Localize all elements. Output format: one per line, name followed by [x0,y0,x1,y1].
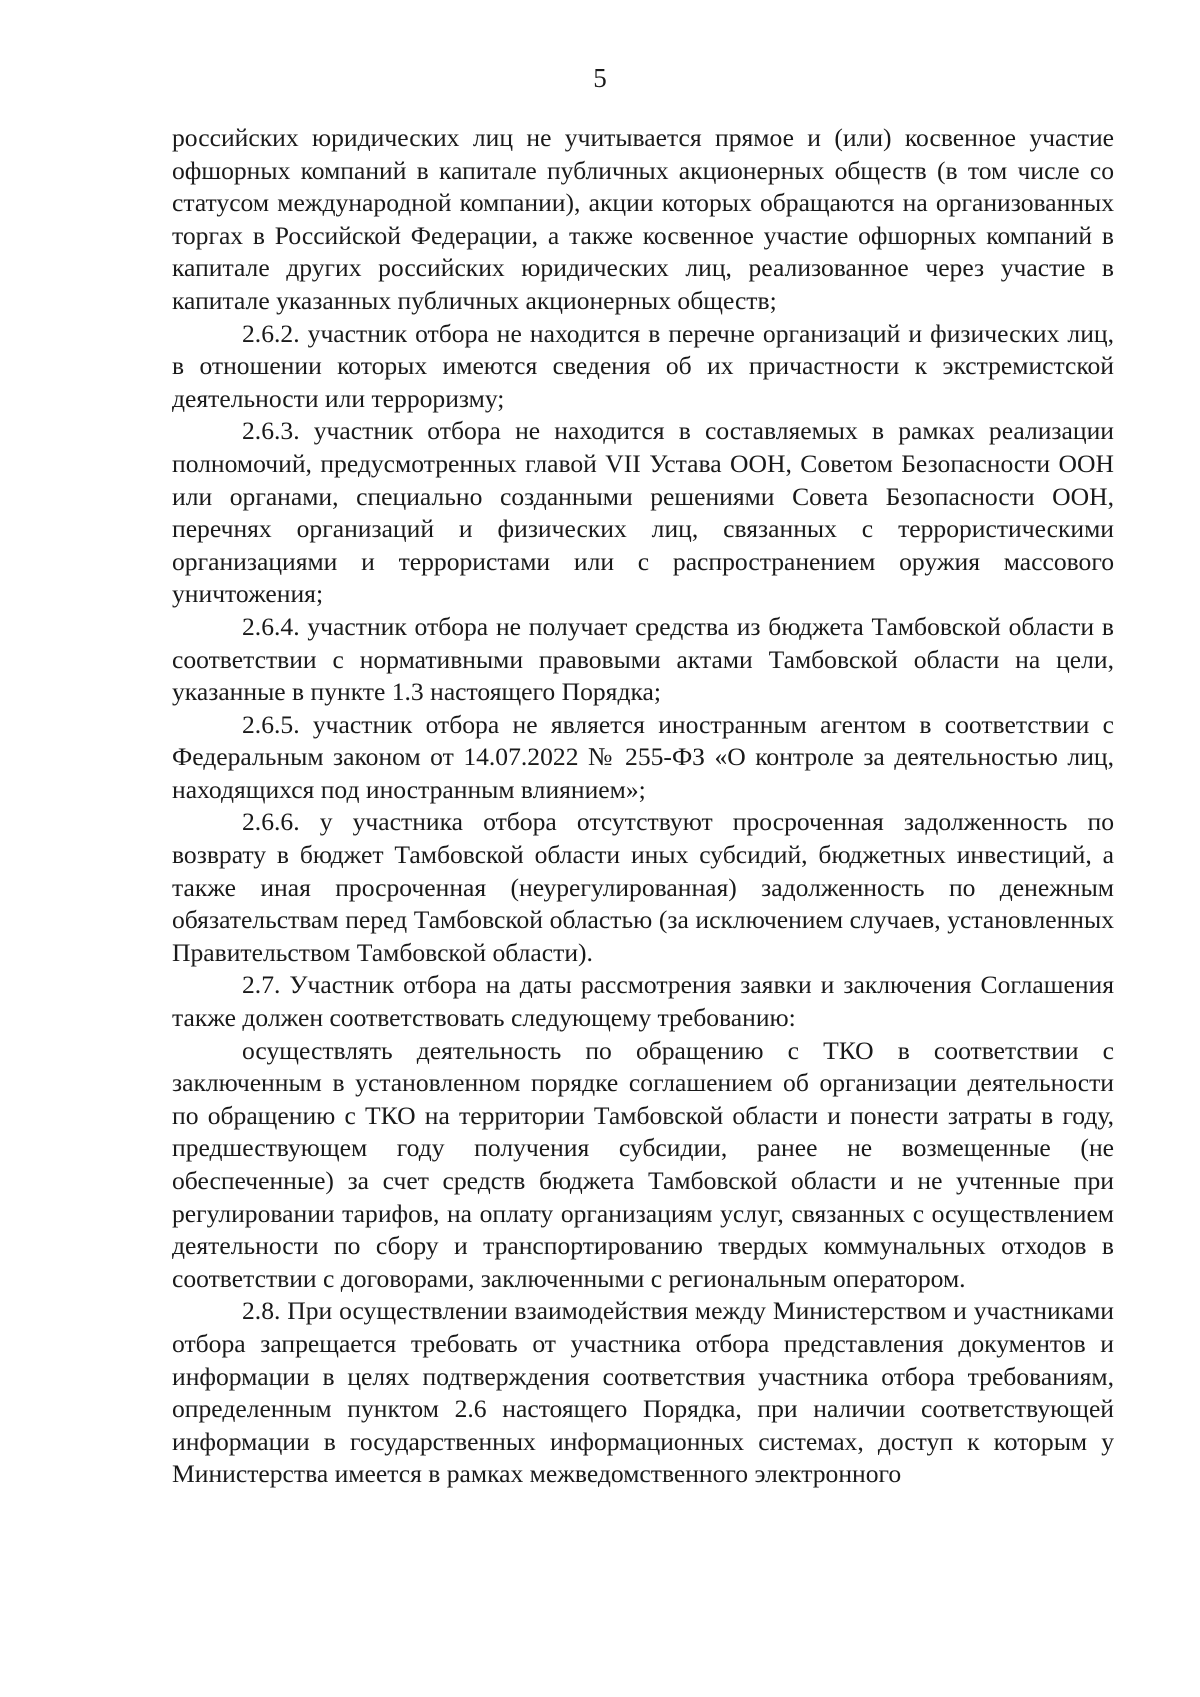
paragraph-requirement: осуществлять деятельность по обращению с ТКО в соответствии с заключенным в установленном порядке соглашением об организации деятельности по обращению с ТКО на территории Тамбовской области и понести затраты в году, предшествующем году получения субсидии, ранее не возмещенные (не обеспеченные) за счет средств бюджета Тамбовской области и не учтенные при регулировании тарифов, на оплату организациям услуг, связанных с осуществлением деятельности по сбору и транспортированию твердых коммунальных отходов в соответствии с договорами, заключенными с региональным оператором. [172,1035,1114,1293]
page-number: 5 [593,63,607,93]
paragraph-2-6-5: 2.6.5. участник отбора не является иностранным агентом в соответствии с Федеральным законом от 14.07.2022 № 255-ФЗ «О контроле за деятельностью лиц, находящихся под иностранным влиянием»; [172,709,1114,804]
paragraph-2-6-6: 2.6.6. у участника отбора отсутствуют просроченная задолженность по возврату в бюджет Тамбовской области иных субсидий, бюджетных инвестиций, а также иная просроченная (неурегулированная) задолженность по денежным обязательствам перед Тамбовской областью (за исключением случаев, установленных Правительством Тамбовской области). [172,807,1114,967]
paragraph-2-8: 2.8. При осуществлении взаимодействия между Министерством и участниками отбора запрещается требовать от участника отбора представления документов и информации в целях подтверждения соответствия участника отбора требованиям, определенным пунктом 2.6 настоящего Порядка, при наличии соответствующей информации в государственных информационных системах, доступ к которым у Министерства имеется в рамках межведомственного электронного [172,1296,1114,1489]
paragraph-2-7: 2.7. Участник отбора на даты рассмотрения заявки и заключения Соглашения также должен соответствовать следующему требованию: [172,970,1114,1033]
paragraph-2-6-4: 2.6.4. участник отбора не получает средства из бюджета Тамбовской области в соответствии с нормативными правовыми актами Тамбовской области на цели, указанные в пункте 1.3 настоящего Порядка; [172,611,1114,707]
paragraph-continuation: российских юридических лиц не учитывается прямое и (или) косвенное участие офшорных компаний в капитале публичных акционерных обществ (в том числе со статусом международной компании), акции которых обращаются на организованных торгах в Российской Федерации, а также косвенное участие офшорных компаний в капитале других российских юридических лиц, реализованное через участие в капитале указанных публичных акционерных обществ; [172,123,1114,315]
document-body [172,122,1114,1491]
paragraph-2-6-3: 2.6.3. участник отбора не находится в составляемых в рамках реализации полномочий, предусмотренных главой VII Устава ООН, Советом Безопасности ООН или органами, специально созданными решениями Совета Безопасности ООН, перечнях организаций и физических лиц, связанных с террористическими организациями и террористами или с распространением оружия массового уничтожения; [172,416,1114,609]
paragraph-2-6-2: 2.6.2. участник отбора не находится в перечне организаций и физических лиц, в отношении которых имеются сведения об их причастности к экстремистской деятельности или терроризму; [172,318,1114,413]
